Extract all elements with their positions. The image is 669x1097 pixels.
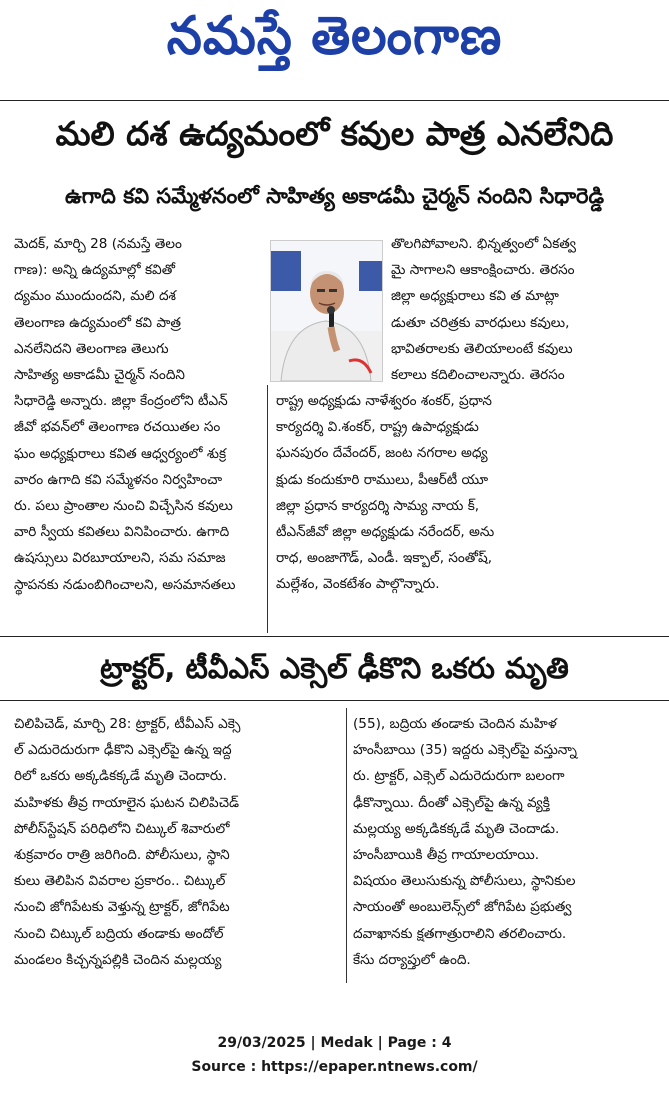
- text-line: రు. పలు ప్రాంతాల నుంచి విచ్చేసిన కవులు: [14, 498, 233, 515]
- masthead: [0, 0, 669, 84]
- text-line: నుంచి జోగిపేటకు వెళ్తున్న ట్రాక్టర్, జోగిపేట: [14, 899, 230, 916]
- article1-subheadline: ఉగాది కవి సమ్మేళనంలో సాహిత్య అకాడమీ చైర్మన్ నందిని సిధారెడ్డి: [64, 184, 605, 208]
- text-line: కలాలు కదిలించాలన్నారు. తెరసం: [391, 367, 565, 384]
- text-line: ఘనపురం దేవేందర్, జంట నగరాల అధ్య: [276, 445, 488, 462]
- text-line: క్షుడు కందుకూరి రాములు, పీఆర్‌టీ యూ: [276, 471, 489, 488]
- text-line: సాహిత్య అకాడమీ చైర్మన్ నందిని: [14, 367, 185, 384]
- text-line: హంసీబాయి (35) ఇద్దరు ఎక్సెల్‌పై వస్తున్నా: [353, 742, 577, 759]
- text-line: వారి స్వీయ కవితలు వినిపించారు. ఉగాది: [14, 524, 230, 541]
- text-line: స్థాపనకు నడుంబిగించాలని, అసమానతలు: [14, 576, 236, 593]
- text-line: రాష్ట్ర అధ్యక్షుడు నాళేశ్వరం శంకర్, ప్రధాన: [276, 393, 492, 409]
- headline-divider: [0, 700, 669, 701]
- text-line: మల్లయ్య అక్కడికక్కడే మృతి చెందాడు.: [353, 820, 560, 837]
- text-line: రాధ, అంజాగౌడ్, ఎండీ. ఇక్బాల్, సంతోష్,: [276, 550, 493, 567]
- article1-column-1: [14, 231, 264, 598]
- column-divider-2: [346, 708, 347, 983]
- article2-column-1: [14, 711, 341, 973]
- text-line: తొలగిపోవాలని. భిన్నత్వంలో ఏకత్వ: [391, 236, 577, 252]
- text-line: ఘం అధ్యక్షురాలు కవిత ఆధ్వర్యంలో శుక్ర: [14, 445, 227, 462]
- text-line: జిల్లా ప్రధాన కార్యదర్శి సామ్య నాయ క్,: [276, 497, 480, 514]
- text-line: ల్ ఎదురెదురుగా ఢీకొని ఎక్సెల్‌పై ఉన్న ఇద్ద: [14, 742, 232, 759]
- article1-column-2-bottom: [276, 388, 656, 598]
- text-line: ద్యమం ముందుందని, మలి దశ: [14, 288, 177, 305]
- text-line: (55), బద్రియ తండాకు చెందిన మహిళ: [353, 716, 557, 732]
- article2-column-2: [353, 711, 656, 973]
- text-line: సిధారెడ్డి అన్నారు. జిల్లా కేంద్రంలోని టీఎన్: [14, 393, 228, 410]
- text-line: మండలం కిచ్చన్నపల్లికి చెందిన మల్లయ్య: [14, 951, 222, 968]
- text-line: భావితరాలకు తెలియాలంటే కవులు: [391, 340, 573, 357]
- text-line: జిల్లా అధ్యక్షురాలు కవి త మాట్లా: [391, 288, 559, 305]
- text-line: ఎనలేనిదని తెలంగాణ తెలుగు: [14, 340, 169, 357]
- article1-headline: మలి దశ ఉద్యమంలో కవుల పాత్ర ఎనలేనిది: [55, 114, 614, 153]
- text-line: నుంచి చిట్కుల్ బద్రియ తండాకు అందోల్: [14, 925, 224, 942]
- article-divider: [0, 636, 669, 637]
- text-line: కులు తెలిపిన వివరాల ప్రకారం.. చిట్కుల్: [14, 873, 226, 890]
- text-line: తెలంగాణ ఉద్యమంలో కవి పాత్ర: [14, 314, 182, 331]
- text-line: గాణ): అన్ని ఉద్యమాల్లో కవితో: [14, 262, 175, 279]
- text-line: దవాఖానకు క్షతగాత్రురాలిని తరలించారు.: [353, 925, 567, 942]
- text-line: విషయం తెలుసుకున్న పోలీసులు, స్థానికుల: [353, 873, 576, 890]
- text-line: జీవో భవన్‌లో తెలంగాణ రచయితల సం: [14, 419, 221, 436]
- text-line: మెదక్, మార్చి 28 (నమస్తే తెలం: [14, 236, 182, 252]
- text-line: మల్లేశం, వెంకటేశం పాల్గొన్నారు.: [276, 576, 440, 593]
- text-line: పోలీస్‌స్టేషన్ పరిధిలోని చిట్కుల్ శివారులో: [14, 820, 230, 837]
- text-line: కార్యదర్శి వి.శంకర్, రాష్ట్ర ఉపాధ్యక్షుడు: [276, 419, 479, 436]
- article1-column-2-top: [391, 231, 656, 388]
- footer-source-line: Source : https://epaper.ntnews.com/: [191, 1059, 478, 1075]
- newspaper-title: నమస్తే తెలంగాణ: [166, 4, 503, 66]
- speaker-photo-illustration: [271, 241, 382, 381]
- column-divider: [267, 385, 268, 633]
- text-line: సాయంతో అంబులెన్స్‌లో జోగిపేట ప్రభుత్వ: [353, 899, 572, 916]
- article2-headline: ట్రాక్టర్, టీవీఎస్ ఎక్సెల్ ఢీకొని ఒకరు మృతి: [100, 651, 569, 685]
- text-line: టీఎన్‌జీవో జిల్లా అధ్యక్షుడు నరేందర్, అను: [276, 524, 495, 541]
- text-line: డుతూ చరిత్రకు వారధులు కవులు,: [391, 314, 570, 331]
- text-line: వారం ఉగాది కవి సమ్మేళనం నిర్వహించా: [14, 471, 223, 488]
- masthead-divider: [0, 100, 669, 101]
- text-line: శుక్రవారం రాత్రి జరిగింది. పోలీసులు, స్థాని: [14, 847, 230, 864]
- text-line: ఉషస్సులు విరబూయాలని, సమ సమాజ: [14, 550, 226, 567]
- text-line: కేసు దర్యాప్తులో ఉంది.: [353, 951, 471, 968]
- text-line: ఢీకొన్నాయి. దీంతో ఎక్సెల్‌పై ఉన్న వ్యక్తి: [353, 794, 550, 811]
- text-line: మహిళకు తీవ్ర గాయాలైన ఘటన చిలిపిచెడ్: [14, 794, 240, 811]
- speaker-photo: [270, 240, 383, 382]
- footer-date-line: 29/03/2025 | Medak | Page : 4: [217, 1035, 452, 1051]
- text-line: చిలిపిచెడ్, మార్చి 28: ట్రాక్టర్, టీవీఎస్ ఎక్సె: [14, 716, 241, 732]
- text-line: హంసీబాయికి తీవ్ర గాయాలయాయి.: [353, 847, 540, 864]
- text-line: రిలో ఒకరు అక్కడికక్కడే మృతి చెందారు.: [14, 768, 227, 785]
- text-line: రు. ట్రాక్టర్, ఎక్సెల్ ఎదురెదురుగా బలంగా: [353, 768, 565, 785]
- text-line: మై సాగాలని ఆకాంక్షించారు. తెరసం: [391, 262, 575, 279]
